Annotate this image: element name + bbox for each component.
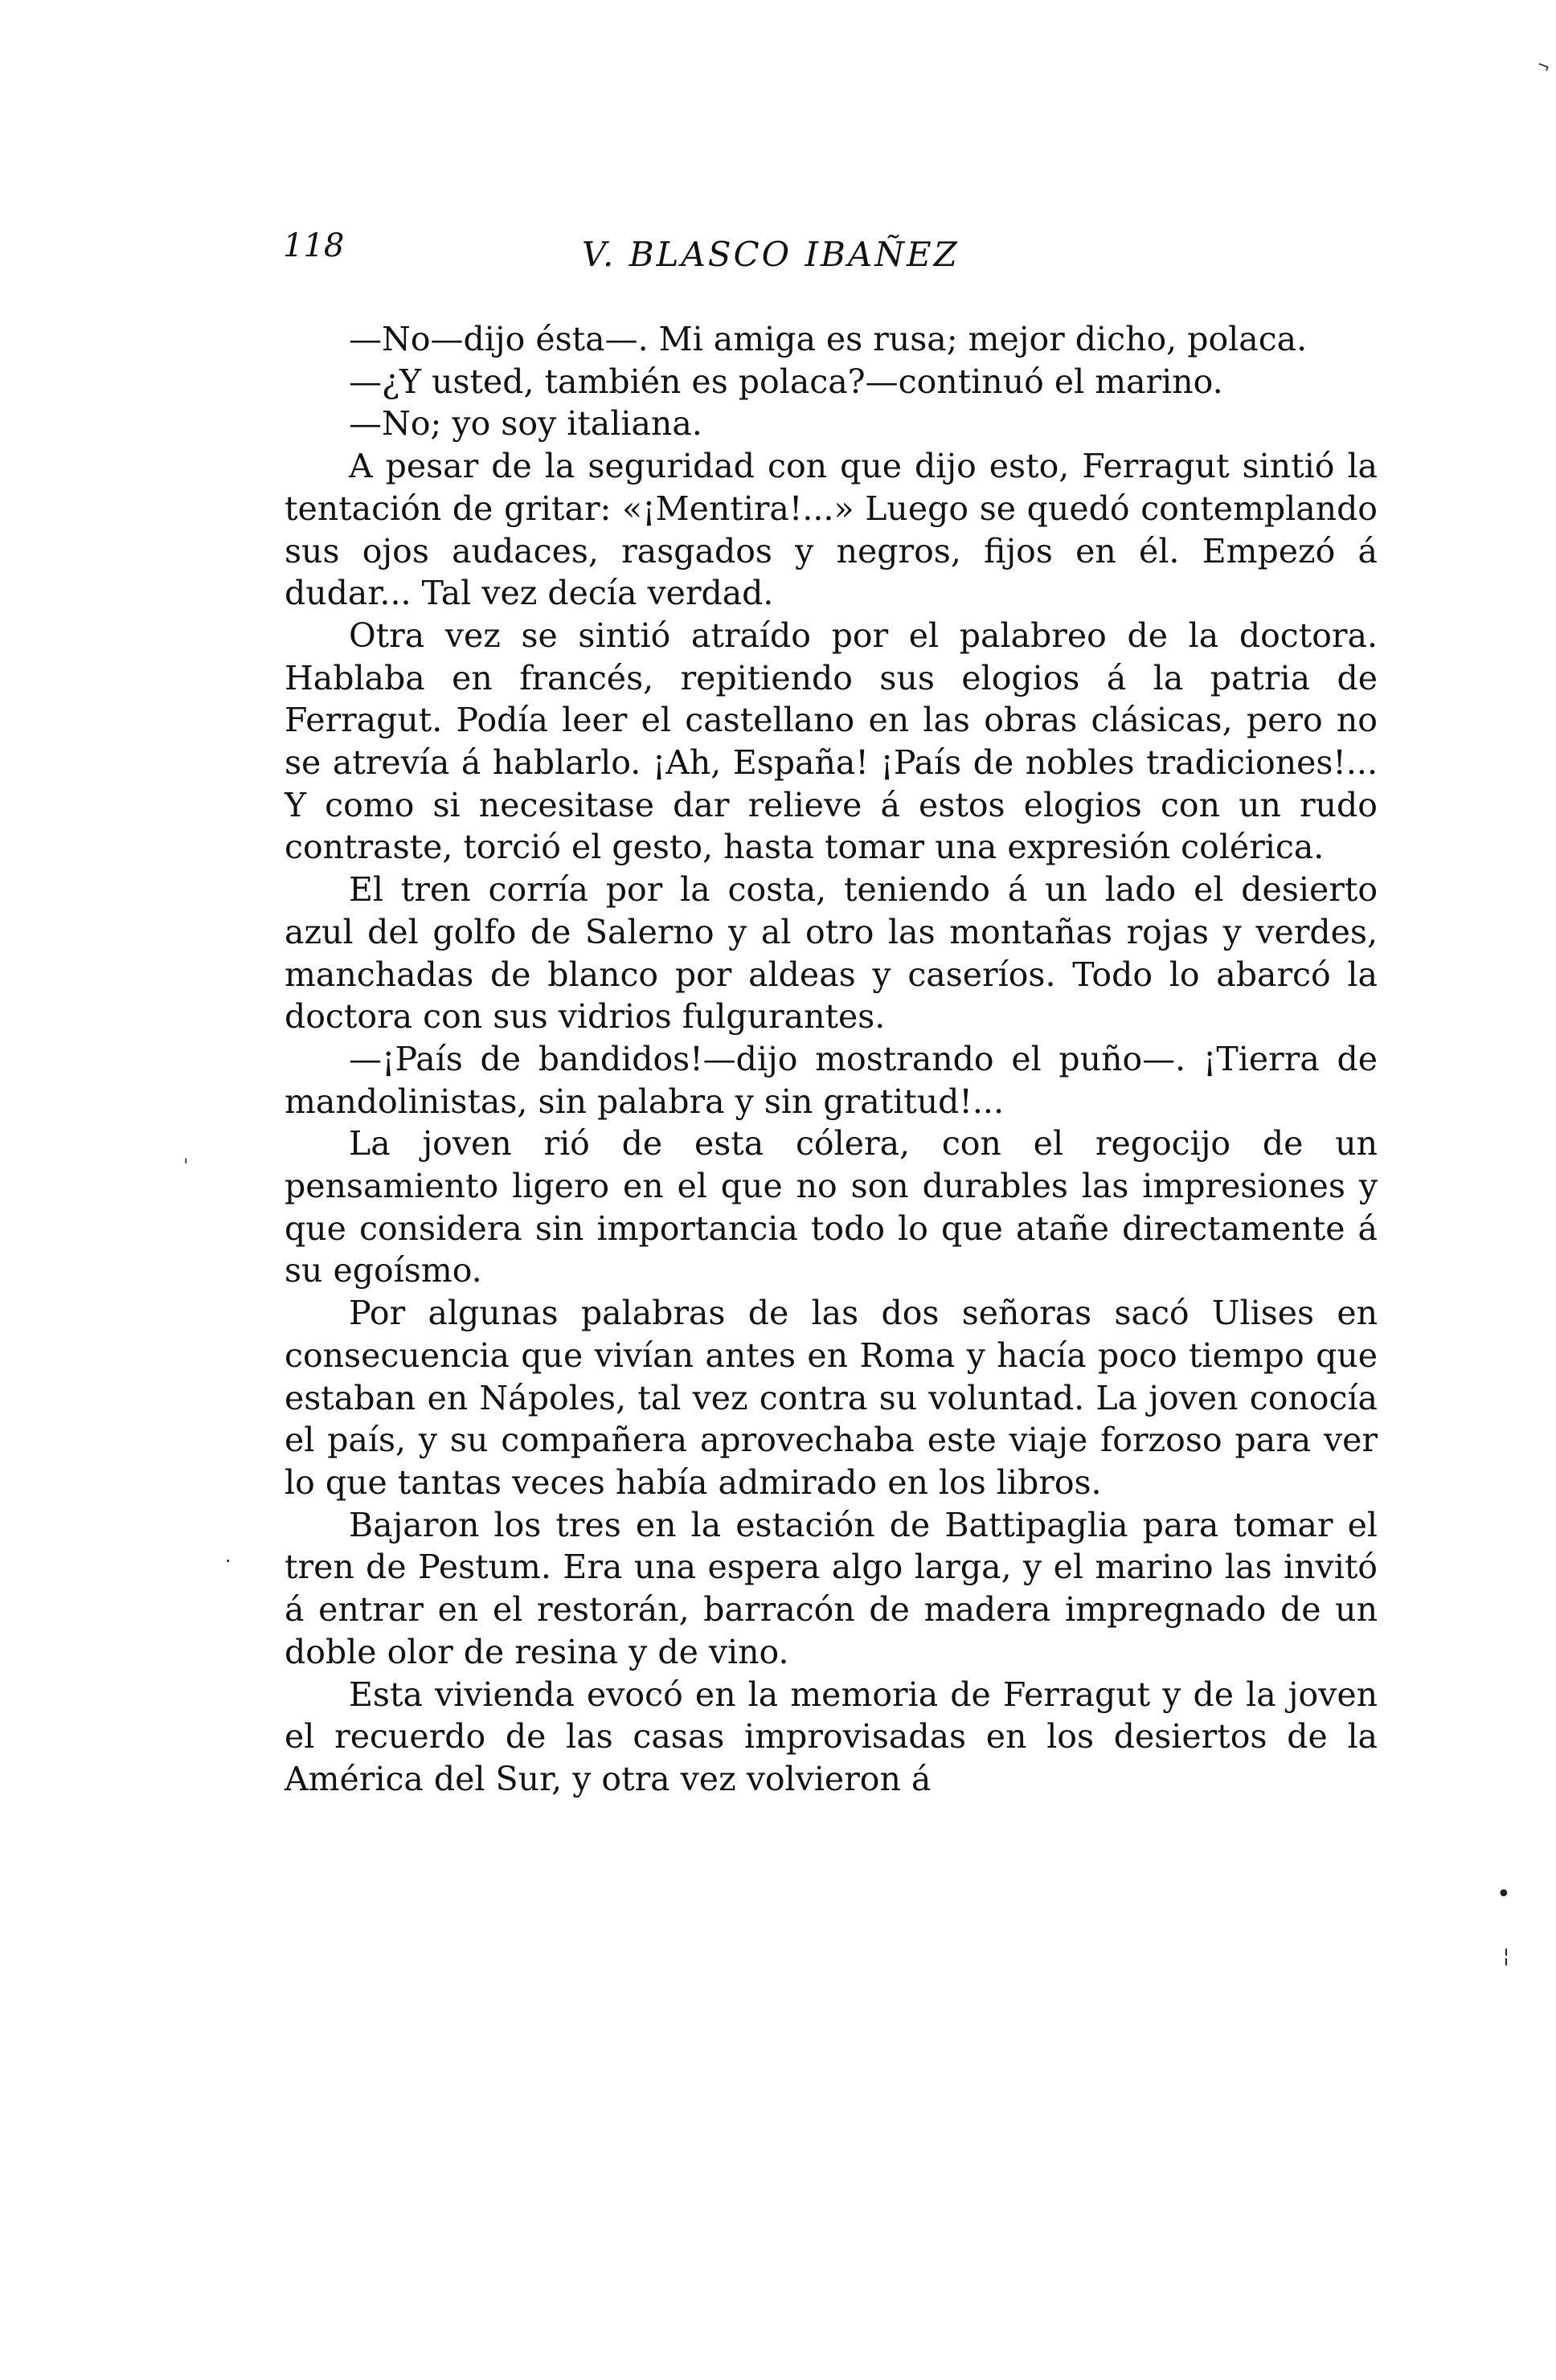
paragraph: —No—dijo ésta—. Mi amiga es rusa; mejor dicho, polaca. (349, 320, 1308, 358)
paragraph: A pesar de la seguridad con que dijo esto, Ferragut sintió la tentación de gritar: «¡Mentira!...» Luego se quedó contemplando sus ojos audaces, rasgados y negros, fijos en él. Empezó á dudar... Tal vez decía verdad. (285, 447, 1378, 613)
paragraph: Bajaron los tres en la estación de Battipaglia para tomar el tren de Pestum. Era una espera algo larga, y el marino las invitó á entrar en el restorán, barracón de madera impregnado de un doble olor de resina y de vino. (285, 1505, 1378, 1671)
paragraph: —¿Y usted, también es polaca?—continuó el marino. (349, 362, 1223, 401)
paragraph: Esta vivienda evocó en la memoria de Ferragut y de la joven el recuerdo de las casas improvisadas en los desiertos de la América del Sur, y otra vez volvieron á (285, 1675, 1378, 1798)
paragraph: La joven rió de esta cólera, con el regocijo de un pensamiento ligero en el que no son durables las impresiones y que considera sin importancia todo lo que atañe directamente á su egoísmo. (285, 1124, 1378, 1290)
scan-speck-mark: ¬ (1533, 54, 1554, 78)
scan-speck-mark: ¦ (1503, 1944, 1510, 1967)
page-number: 118 (283, 227, 345, 264)
paragraph: —No; yo soy italiana. (349, 404, 702, 444)
paragraph: —¡País de bandidos!—dijo mostrando el puño—. ¡Tierra de mandolinistas, sin palabra y sin gratitud!... (285, 1039, 1378, 1121)
body-text (285, 318, 1378, 1801)
paragraph: El tren corría por la costa, teniendo á un lado el desierto azul del golfo de Salerno y al otro las montañas rojas y verdes, manchadas de blanco por aldeas y caseríos. Todo lo abarcó la doctora con sus vidrios fulgurantes. (285, 870, 1378, 1037)
scan-speck-mark: ˈ (183, 1155, 189, 1178)
paragraph: Otra vez se sintió atraído por el palabreo de la doctora. Hablaba en francés, repitiendo sus elogios á la patria de Ferragut. Podía leer el castellano en las obras clásicas, pero no se atrevía á hablarlo. ¡Ah, España! ¡País de nobles tradiciones!... Y como si necesitase dar relieve á estos elogios con un rudo contraste, torció el gesto, hasta tomar una expresión colérica. (285, 615, 1378, 867)
scan-speck-mark: • (1497, 1880, 1511, 1908)
scan-speck-mark: . (225, 1544, 231, 1567)
paragraph: Por algunas palabras de las dos señoras sacó Ulises en consecuencia que vivían antes en Roma y hacía poco tiempo que estaban en Nápoles, tal vez contra su voluntad. La joven conocía el país, y su compañera aprovechaba este viaje forzoso para ver lo que tantas veces había admirado en los libros. (285, 1294, 1378, 1502)
running-head: V. BLASCO IBAÑEZ (582, 235, 960, 274)
